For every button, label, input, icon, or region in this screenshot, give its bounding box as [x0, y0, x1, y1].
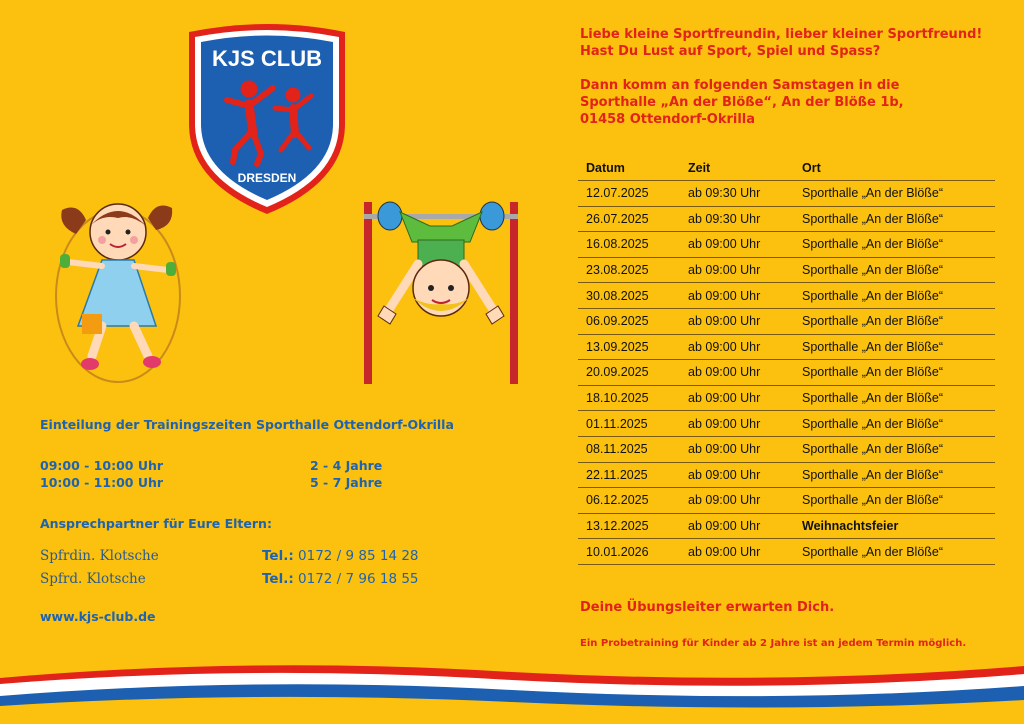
cell-date: 23.08.2025 — [578, 257, 680, 283]
closing-text: Deine Übungsleiter erwarten Dich. — [580, 600, 835, 615]
table-row — [578, 206, 995, 232]
cell-place: Sporthalle „An der Blöße“ — [794, 360, 995, 386]
trial-training-note: Ein Probetraining für Kinder ab 2 Jahre ist an jedem Termin möglich. — [580, 638, 967, 649]
table-row — [578, 283, 995, 309]
header-datum: Datum — [578, 156, 680, 181]
cell-time: ab 09:00 Uhr — [680, 436, 794, 462]
cell-time: ab 09:00 Uhr — [680, 411, 794, 437]
cell-time: ab 09:00 Uhr — [680, 513, 794, 539]
cell-time: ab 09:00 Uhr — [680, 488, 794, 514]
table-row — [578, 462, 995, 488]
cell-place: Sporthalle „An der Blöße“ — [794, 232, 995, 258]
table-row — [578, 360, 995, 386]
slot-time-2: 10:00 - 11:00 Uhr — [40, 475, 164, 490]
phone-number: 0172 / 7 96 18 55 — [298, 571, 419, 587]
cell-place: Sporthalle „An der Blöße“ — [794, 308, 995, 334]
cell-place: Sporthalle „An der Blöße“ — [794, 181, 995, 207]
cell-place: Sporthalle „An der Blöße“ — [794, 436, 995, 462]
schedule-table — [578, 156, 995, 565]
cell-place: Weihnachtsfeier — [794, 513, 995, 539]
cell-date: 06.12.2025 — [578, 488, 680, 514]
cell-date: 13.12.2025 — [578, 513, 680, 539]
cell-time: ab 09:00 Uhr — [680, 539, 794, 565]
cell-place: Sporthalle „An der Blöße“ — [794, 257, 995, 283]
cell-date: 01.11.2025 — [578, 411, 680, 437]
cell-time: ab 09:00 Uhr — [680, 283, 794, 309]
contact-name-2: Spfrd. Klotsche — [40, 571, 146, 587]
header-ort: Ort — [794, 156, 995, 181]
kjs-club-logo — [177, 22, 357, 220]
logo-title: KJS CLUB — [211, 46, 323, 71]
contact-phone-1 — [262, 548, 419, 564]
phone-number: 0172 / 9 85 14 28 — [298, 548, 419, 564]
cell-place: Sporthalle „An der Blöße“ — [794, 462, 995, 488]
cell-date: 08.11.2025 — [578, 436, 680, 462]
table-row — [578, 308, 995, 334]
cell-place: Sporthalle „An der Blöße“ — [794, 411, 995, 437]
intro-line-1: Liebe kleine Sportfreundin, lieber kleiner Sportfreund! — [580, 27, 983, 42]
cell-time: ab 09:30 Uhr — [680, 181, 794, 207]
table-row — [578, 232, 995, 258]
bottom-stripes-decoration — [0, 656, 1024, 724]
table-header-row — [578, 156, 995, 181]
table-row — [578, 257, 995, 283]
cell-date: 26.07.2025 — [578, 206, 680, 232]
cell-date: 20.09.2025 — [578, 360, 680, 386]
cell-date: 13.09.2025 — [578, 334, 680, 360]
cell-place: Sporthalle „An der Blöße“ — [794, 334, 995, 360]
contact-name-1: Spfrdin. Klotsche — [40, 548, 159, 564]
table-row — [578, 181, 995, 207]
intro-line-2: Hast Du Lust auf Sport, Spiel und Spass? — [580, 44, 881, 59]
cell-time: ab 09:00 Uhr — [680, 257, 794, 283]
table-row — [578, 385, 995, 411]
contact-title: Ansprechpartner für Eure Eltern: — [40, 516, 272, 531]
table-row-christmas — [578, 513, 995, 539]
cell-time: ab 09:30 Uhr — [680, 206, 794, 232]
table-row — [578, 436, 995, 462]
contact-phone-2 — [262, 571, 419, 587]
cell-time: ab 09:00 Uhr — [680, 232, 794, 258]
cell-place: Sporthalle „An der Blöße“ — [794, 488, 995, 514]
cell-place: Sporthalle „An der Blöße“ — [794, 206, 995, 232]
cell-date: 12.07.2025 — [578, 181, 680, 207]
intro-line-3: Dann komm an folgenden Samstagen in die — [580, 78, 900, 93]
boy-on-bar-illustration — [360, 190, 524, 386]
cell-date: 22.11.2025 — [578, 462, 680, 488]
intro-line-4: Sporthalle „An der Blöße“, An der Blöße 1b, — [580, 95, 904, 110]
logo-subtitle: DRESDEN — [237, 171, 297, 185]
cell-date: 10.01.2026 — [578, 539, 680, 565]
slot-time-1: 09:00 - 10:00 Uhr — [40, 458, 164, 473]
table-row — [578, 539, 995, 565]
cell-date: 18.10.2025 — [578, 385, 680, 411]
cell-date: 16.08.2025 — [578, 232, 680, 258]
cell-time: ab 09:00 Uhr — [680, 360, 794, 386]
cell-place: Sporthalle „An der Blöße“ — [794, 283, 995, 309]
cell-place: Sporthalle „An der Blöße“ — [794, 385, 995, 411]
training-times-title: Einteilung der Trainingszeiten Sporthalle Ottendorf-Okrilla — [40, 417, 454, 432]
header-zeit: Zeit — [680, 156, 794, 181]
table-row — [578, 411, 995, 437]
cell-date: 06.09.2025 — [578, 308, 680, 334]
slot-age-1: 2 - 4 Jahre — [310, 458, 383, 473]
cell-time: ab 09:00 Uhr — [680, 385, 794, 411]
website-link[interactable]: www.kjs-club.de — [40, 609, 156, 624]
cell-time: ab 09:00 Uhr — [680, 308, 794, 334]
intro-line-5: 01458 Ottendorf-Okrilla — [580, 112, 756, 127]
girl-jumping-rope-illustration — [52, 196, 184, 386]
table-row — [578, 334, 995, 360]
tel-label: Tel.: — [262, 548, 294, 564]
tel-label: Tel.: — [262, 571, 294, 587]
table-row — [578, 488, 995, 514]
intro-text — [580, 26, 1010, 145]
cell-time: ab 09:00 Uhr — [680, 462, 794, 488]
cell-place: Sporthalle „An der Blöße“ — [794, 539, 995, 565]
cell-date: 30.08.2025 — [578, 283, 680, 309]
cell-time: ab 09:00 Uhr — [680, 334, 794, 360]
slot-age-2: 5 - 7 Jahre — [310, 475, 383, 490]
